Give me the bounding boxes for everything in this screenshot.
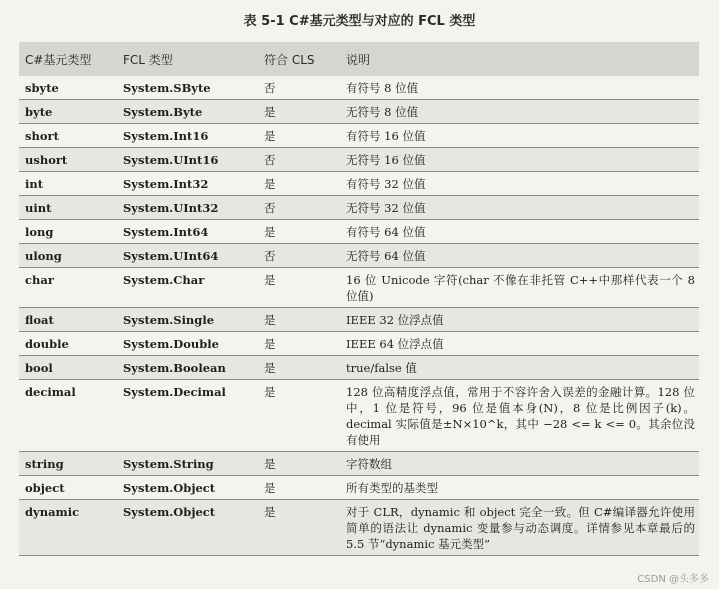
cell-description: 128 位高精度浮点值，常用于不容许舍入误差的金融计算。128 位中，1 位是符号，96 位是值本身(N)，8 位是比例因子(k)。decimal 实际值是±N×10^k，其中 −28 <= k <= 0。其余位没有使用	[340, 380, 699, 452]
cell-fcl-type: System.Char	[117, 268, 258, 308]
cell-description: 无符号 32 位值	[340, 196, 699, 220]
table-header	[19, 42, 699, 76]
cell-fcl-type: System.UInt64	[117, 244, 258, 268]
cell-fcl-type: System.UInt16	[117, 148, 258, 172]
cell-description: 无符号 8 位值	[340, 100, 699, 124]
cell-cls-compliant: 是	[258, 476, 340, 500]
cell-description: 有符号 8 位值	[340, 76, 699, 100]
cell-description: 无符号 64 位值	[340, 244, 699, 268]
cell-fcl-type: System.UInt32	[117, 196, 258, 220]
table-row	[19, 452, 699, 476]
watermark: CSDN @头多多	[637, 574, 709, 585]
cell-cls-compliant: 是	[258, 452, 340, 476]
cell-cls-compliant: 是	[258, 500, 340, 556]
table-row	[19, 196, 699, 220]
table-row	[19, 220, 699, 244]
cell-fcl-type: System.SByte	[117, 76, 258, 100]
cell-cls-compliant: 否	[258, 76, 340, 100]
table-row	[19, 124, 699, 148]
cell-cls-compliant: 是	[258, 308, 340, 332]
primitive-types-table	[19, 42, 699, 556]
table-body	[19, 76, 699, 556]
table-row	[19, 172, 699, 196]
cell-csharp-type: ulong	[19, 244, 117, 268]
cell-description: IEEE 32 位浮点值	[340, 308, 699, 332]
table-row	[19, 380, 699, 452]
cell-csharp-type: short	[19, 124, 117, 148]
cell-cls-compliant: 是	[258, 220, 340, 244]
cell-fcl-type: System.Boolean	[117, 356, 258, 380]
header-csharp-type: C#基元类型	[19, 42, 117, 76]
table-row	[19, 100, 699, 124]
cell-cls-compliant: 是	[258, 356, 340, 380]
cell-fcl-type: System.Single	[117, 308, 258, 332]
cell-fcl-type: System.Decimal	[117, 380, 258, 452]
cell-csharp-type: sbyte	[19, 76, 117, 100]
cell-csharp-type: decimal	[19, 380, 117, 452]
cell-csharp-type: bool	[19, 356, 117, 380]
cell-description: 对于 CLR，dynamic 和 object 完全一致。但 C#编译器允许使用简单的语法让 dynamic 变量参与动态调度。详情参见本章最后的 5.5 节“dynamic 基元类型”	[340, 500, 699, 556]
header-fcl-type: FCL 类型	[117, 42, 258, 76]
cell-description: IEEE 64 位浮点值	[340, 332, 699, 356]
cell-csharp-type: char	[19, 268, 117, 308]
table-row	[19, 244, 699, 268]
cell-csharp-type: double	[19, 332, 117, 356]
cell-cls-compliant: 是	[258, 380, 340, 452]
cell-cls-compliant: 是	[258, 124, 340, 148]
cell-cls-compliant: 是	[258, 268, 340, 308]
cell-fcl-type: System.Byte	[117, 100, 258, 124]
cell-csharp-type: byte	[19, 100, 117, 124]
cell-csharp-type: uint	[19, 196, 117, 220]
cell-fcl-type: System.Object	[117, 476, 258, 500]
cell-description: 所有类型的基类型	[340, 476, 699, 500]
cell-fcl-type: System.Object	[117, 500, 258, 556]
cell-cls-compliant: 是	[258, 332, 340, 356]
cell-description: true/false 值	[340, 356, 699, 380]
cell-csharp-type: string	[19, 452, 117, 476]
table-row	[19, 268, 699, 308]
table-row	[19, 476, 699, 500]
cell-description: 16 位 Unicode 字符(char 不像在非托管 C++中那样代表一个 8 位值)	[340, 268, 699, 308]
table-caption: 表 5-1 C#基元类型与对应的 FCL 类型	[243, 14, 476, 29]
table-row	[19, 332, 699, 356]
cell-csharp-type: int	[19, 172, 117, 196]
cell-cls-compliant: 否	[258, 148, 340, 172]
cell-cls-compliant: 否	[258, 196, 340, 220]
table-row	[19, 148, 699, 172]
table-row	[19, 500, 699, 556]
cell-cls-compliant: 是	[258, 172, 340, 196]
cell-cls-compliant: 否	[258, 244, 340, 268]
cell-fcl-type: System.Int64	[117, 220, 258, 244]
cell-csharp-type: ushort	[19, 148, 117, 172]
cell-csharp-type: long	[19, 220, 117, 244]
cell-csharp-type: object	[19, 476, 117, 500]
cell-cls-compliant: 是	[258, 100, 340, 124]
cell-description: 有符号 64 位值	[340, 220, 699, 244]
cell-description: 字符数组	[340, 452, 699, 476]
header-description: 说明	[340, 42, 699, 76]
cell-fcl-type: System.Double	[117, 332, 258, 356]
cell-fcl-type: System.String	[117, 452, 258, 476]
cell-fcl-type: System.Int32	[117, 172, 258, 196]
table-row	[19, 308, 699, 332]
table-row	[19, 76, 699, 100]
cell-description: 无符号 16 位值	[340, 148, 699, 172]
cell-csharp-type: float	[19, 308, 117, 332]
cell-description: 有符号 32 位值	[340, 172, 699, 196]
table-row	[19, 356, 699, 380]
cell-csharp-type: dynamic	[19, 500, 117, 556]
cell-fcl-type: System.Int16	[117, 124, 258, 148]
header-cls-compliant: 符合 CLS	[258, 42, 340, 76]
cell-description: 有符号 16 位值	[340, 124, 699, 148]
